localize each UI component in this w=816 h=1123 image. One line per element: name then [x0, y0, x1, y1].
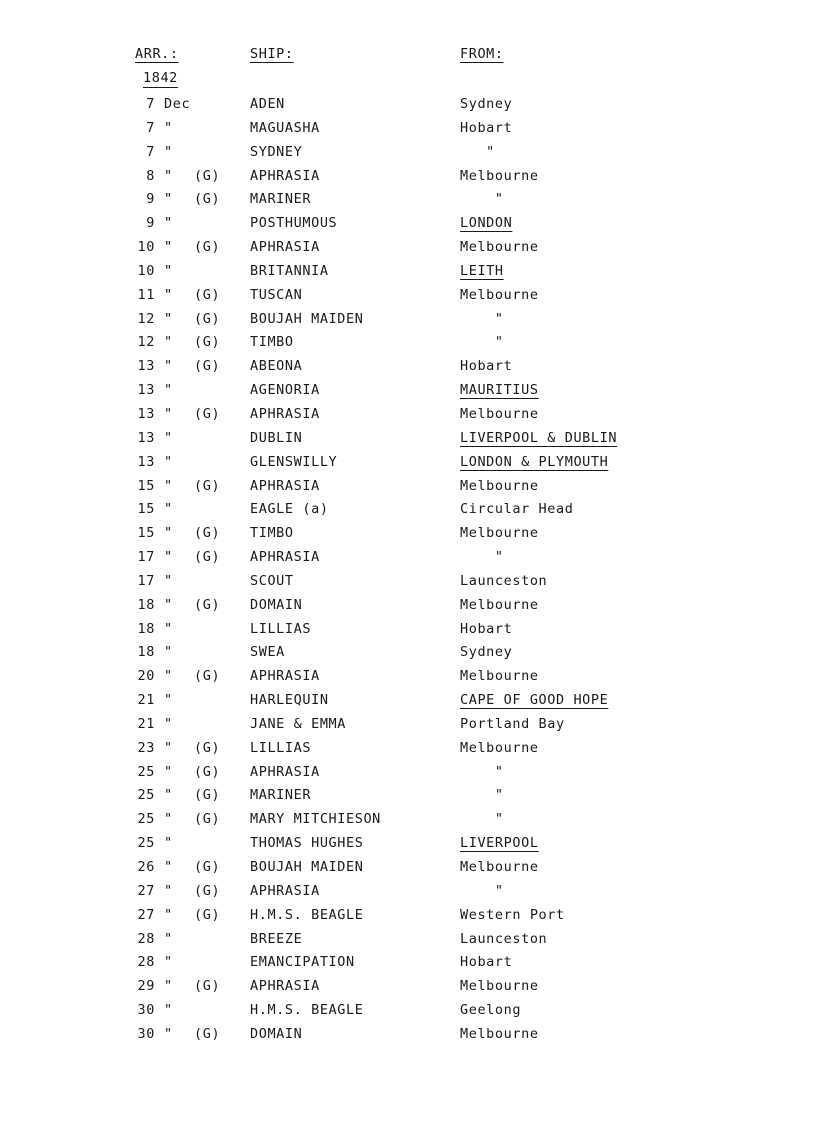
origin-port: Circular Head [460, 501, 574, 518]
government-flag: (G) [194, 978, 221, 995]
arrival-day: 23 [137, 739, 155, 756]
arrival-day: 10 [137, 239, 155, 256]
arrival-row [0, 881, 816, 905]
arrival-row [0, 309, 816, 333]
arrival-row [0, 476, 816, 500]
origin-port: Sydney [460, 96, 513, 112]
government-flag: (G) [194, 167, 221, 184]
arrival-day: 10 [137, 262, 155, 279]
arrival-month: " [164, 429, 173, 446]
ship-name: MARINER [250, 191, 312, 208]
arrival-day: 9 [146, 191, 155, 208]
arrival-month: " [164, 787, 173, 804]
arrivals-list [0, 94, 816, 1048]
origin-port: Melbourne [460, 239, 539, 256]
origin-port: Western Port [460, 906, 565, 923]
arrival-row [0, 1000, 816, 1024]
government-flag: (G) [194, 906, 221, 923]
arrival-row [0, 189, 816, 213]
arrival-row [0, 332, 816, 356]
arrival-month: " [164, 1002, 173, 1019]
arrival-month: " [164, 572, 173, 589]
origin-port: Melbourne [460, 525, 539, 542]
origin-port: Hobart [460, 119, 513, 136]
ship-name: GLENSWILLY [250, 453, 338, 470]
arrival-month: " [164, 358, 173, 375]
government-flag: (G) [194, 787, 221, 804]
arrival-month: " [164, 644, 173, 661]
arrival-month: " [164, 477, 173, 494]
arrival-day: 29 [137, 978, 155, 995]
arrival-month: " [164, 596, 173, 613]
arrival-month: " [164, 978, 173, 995]
ship-name: MARINER [250, 787, 312, 804]
origin-port: Melbourne [460, 405, 539, 422]
arrival-month: " [164, 167, 173, 184]
arrival-day: 15 [137, 477, 155, 494]
origin-port: LIVERPOOL [460, 835, 539, 852]
ship-name: APHRASIA [250, 477, 320, 494]
arrival-day: 13 [137, 382, 155, 399]
arrival-day: 28 [137, 930, 155, 947]
arrival-row [0, 142, 816, 166]
header-arrival: ARR.: [135, 46, 179, 62]
government-flag: (G) [194, 859, 221, 875]
year-label: 1842 [143, 70, 178, 86]
ship-name: APHRASIA [250, 882, 320, 899]
arrival-month: " [164, 859, 173, 875]
arrival-day: 15 [137, 501, 155, 518]
arrival-month: " [164, 382, 173, 399]
arrival-month: " [164, 1025, 173, 1042]
ship-name: DUBLIN [250, 429, 303, 446]
arrival-row [0, 666, 816, 690]
arrival-day: 17 [137, 549, 155, 566]
origin-port: CAPE OF GOOD HOPE [460, 692, 609, 709]
government-flag: (G) [194, 882, 221, 899]
arrival-row [0, 94, 816, 118]
arrival-row [0, 547, 816, 571]
arrival-month: " [164, 334, 173, 351]
arrival-month: " [164, 549, 173, 566]
arrival-month: " [164, 286, 173, 303]
government-flag: (G) [194, 549, 221, 566]
arrival-month: " [164, 262, 173, 279]
arrival-day: 7 [146, 143, 155, 160]
government-flag: (G) [194, 358, 221, 375]
origin-port: " [460, 334, 504, 351]
origin-port: LONDON & PLYMOUTH [460, 453, 609, 470]
ship-name: TIMBO [250, 525, 294, 542]
ship-name: MARY MITCHIESON [250, 811, 381, 828]
origin-port: Hobart [460, 358, 513, 375]
arrival-month: " [164, 310, 173, 327]
arrival-day: 25 [137, 763, 155, 780]
ship-name: SWEA [250, 644, 285, 661]
ship-name: AGENORIA [250, 382, 320, 399]
government-flag: (G) [194, 477, 221, 494]
arrival-month: " [164, 215, 173, 232]
arrival-month: " [164, 453, 173, 470]
arrival-row [0, 642, 816, 666]
arrival-row [0, 166, 816, 190]
arrival-day: 26 [137, 859, 155, 875]
arrival-row [0, 833, 816, 857]
ship-name: SCOUT [250, 572, 294, 589]
arrival-row [0, 356, 816, 380]
government-flag: (G) [194, 334, 221, 351]
ship-name: LILLIAS [250, 620, 312, 637]
arrival-day: 13 [137, 405, 155, 422]
ship-name: APHRASIA [250, 978, 320, 995]
ship-name: HARLEQUIN [250, 692, 329, 709]
arrival-day: 15 [137, 525, 155, 542]
ship-name: LILLIAS [250, 739, 312, 756]
origin-port: " [460, 882, 504, 899]
arrival-month: " [164, 906, 173, 923]
origin-port: " [460, 763, 504, 780]
ship-name: EAGLE (a) [250, 501, 329, 518]
origin-port: MAURITIUS [460, 382, 539, 399]
arrival-day: 30 [137, 1025, 155, 1042]
arrival-row [0, 237, 816, 261]
arrival-month: " [164, 739, 173, 756]
ship-name: APHRASIA [250, 405, 320, 422]
arrival-row [0, 762, 816, 786]
arrival-row [0, 595, 816, 619]
ship-name: H.M.S. BEAGLE [250, 1002, 364, 1019]
ship-name: BREEZE [250, 930, 303, 947]
arrival-row [0, 499, 816, 523]
arrival-month: " [164, 692, 173, 709]
arrival-day: 7 [146, 119, 155, 136]
arrival-day: 21 [137, 715, 155, 732]
origin-port: " [460, 143, 495, 160]
ship-name: EMANCIPATION [250, 954, 355, 971]
origin-port: Portland Bay [460, 715, 565, 732]
arrival-day: 18 [137, 644, 155, 661]
arrival-row [0, 571, 816, 595]
arrival-day: 12 [137, 334, 155, 351]
origin-port: Launceston [460, 930, 548, 947]
arrival-day: 13 [137, 429, 155, 446]
government-flag: (G) [194, 763, 221, 780]
origin-port: Melbourne [460, 739, 539, 756]
government-flag: (G) [194, 310, 221, 327]
ship-name: H.M.S. BEAGLE [250, 906, 364, 923]
origin-port: LEITH [460, 262, 504, 279]
arrival-row [0, 118, 816, 142]
arrival-row [0, 785, 816, 809]
origin-port: " [460, 811, 504, 828]
origin-port: Melbourne [460, 978, 539, 995]
arrival-row [0, 976, 816, 1000]
header-from: FROM: [460, 46, 504, 62]
arrival-day: 9 [146, 215, 155, 232]
arrival-month: " [164, 763, 173, 780]
origin-port: Launceston [460, 572, 548, 589]
ship-name: BOUJAH MAIDEN [250, 310, 364, 327]
arrival-row [0, 952, 816, 976]
arrival-row [0, 619, 816, 643]
origin-port: LIVERPOOL & DUBLIN [460, 429, 618, 446]
government-flag: (G) [194, 191, 221, 208]
arrival-month: " [164, 954, 173, 971]
arrival-row [0, 261, 816, 285]
arrival-month: " [164, 668, 173, 685]
origin-port: LONDON [460, 215, 513, 232]
arrival-row [0, 690, 816, 714]
arrival-row [0, 404, 816, 428]
arrival-day: 7 [146, 96, 155, 112]
government-flag: (G) [194, 668, 221, 685]
arrival-month: " [164, 930, 173, 947]
ship-name: APHRASIA [250, 668, 320, 685]
arrival-day: 30 [137, 1002, 155, 1019]
ship-name: MAGUASHA [250, 119, 320, 136]
arrival-month: " [164, 191, 173, 208]
origin-port: Melbourne [460, 859, 539, 875]
arrival-row [0, 285, 816, 309]
arrival-month: " [164, 620, 173, 637]
origin-port: Melbourne [460, 167, 539, 184]
origin-port: Melbourne [460, 596, 539, 613]
arrival-row [0, 1024, 816, 1048]
origin-port: Melbourne [460, 286, 539, 303]
arrival-day: 13 [137, 358, 155, 375]
ship-name: APHRASIA [250, 549, 320, 566]
government-flag: (G) [194, 525, 221, 542]
ship-name: THOMAS HUGHES [250, 835, 364, 852]
origin-port: Melbourne [460, 477, 539, 494]
arrival-day: 12 [137, 310, 155, 327]
ship-name: APHRASIA [250, 239, 320, 256]
arrival-month: " [164, 882, 173, 899]
origin-port: Geelong [460, 1002, 522, 1019]
arrival-month: " [164, 405, 173, 422]
arrival-row [0, 738, 816, 762]
origin-port: Melbourne [460, 668, 539, 685]
header-ship: SHIP: [250, 46, 294, 62]
ship-name: JANE & EMMA [250, 715, 347, 732]
arrival-day: 8 [146, 167, 155, 184]
ship-name: TUSCAN [250, 286, 303, 303]
arrival-month: " [164, 143, 173, 160]
ship-name: APHRASIA [250, 167, 320, 184]
ship-name: SYDNEY [250, 143, 303, 160]
ship-name: DOMAIN [250, 596, 303, 613]
origin-port: Melbourne [460, 1025, 539, 1042]
arrival-day: 25 [137, 811, 155, 828]
arrival-day: 21 [137, 692, 155, 709]
origin-port: Hobart [460, 620, 513, 637]
government-flag: (G) [194, 286, 221, 303]
ship-name: BOUJAH MAIDEN [250, 859, 364, 875]
government-flag: (G) [194, 739, 221, 756]
arrival-month: " [164, 835, 173, 852]
arrival-row [0, 523, 816, 547]
origin-port: " [460, 310, 504, 327]
arrival-month: Dec [164, 96, 191, 112]
arrival-month: " [164, 119, 173, 136]
arrival-row [0, 428, 816, 452]
arrival-day: 25 [137, 835, 155, 852]
ship-name: POSTHUMOUS [250, 215, 338, 232]
arrival-month: " [164, 811, 173, 828]
ship-name: APHRASIA [250, 763, 320, 780]
ship-name: DOMAIN [250, 1025, 303, 1042]
arrival-row [0, 714, 816, 738]
arrival-month: " [164, 715, 173, 732]
arrival-day: 28 [137, 954, 155, 971]
arrival-day: 18 [137, 596, 155, 613]
arrival-row [0, 213, 816, 237]
government-flag: (G) [194, 811, 221, 828]
arrival-row [0, 380, 816, 404]
origin-port: " [460, 549, 504, 566]
origin-port: " [460, 191, 504, 208]
ship-name: ADEN [250, 96, 285, 112]
arrival-row [0, 809, 816, 833]
ship-name: ABEONA [250, 358, 303, 375]
arrival-row [0, 452, 816, 476]
arrival-day: 17 [137, 572, 155, 589]
arrival-row [0, 929, 816, 953]
government-flag: (G) [194, 1025, 221, 1042]
government-flag: (G) [194, 596, 221, 613]
arrival-day: 27 [137, 882, 155, 899]
arrival-month: " [164, 501, 173, 518]
arrival-month: " [164, 525, 173, 542]
arrival-day: 20 [137, 668, 155, 685]
arrival-day: 25 [137, 787, 155, 804]
arrival-day: 13 [137, 453, 155, 470]
arrival-day: 18 [137, 620, 155, 637]
origin-port: " [460, 787, 504, 804]
origin-port: Hobart [460, 954, 513, 971]
arrival-day: 27 [137, 906, 155, 923]
arrival-day: 11 [137, 286, 155, 303]
ship-name: TIMBO [250, 334, 294, 351]
origin-port: Sydney [460, 644, 513, 661]
government-flag: (G) [194, 405, 221, 422]
government-flag: (G) [194, 239, 221, 256]
arrival-row [0, 857, 816, 881]
arrival-row [0, 905, 816, 929]
ship-name: BRITANNIA [250, 262, 329, 279]
arrival-month: " [164, 239, 173, 256]
